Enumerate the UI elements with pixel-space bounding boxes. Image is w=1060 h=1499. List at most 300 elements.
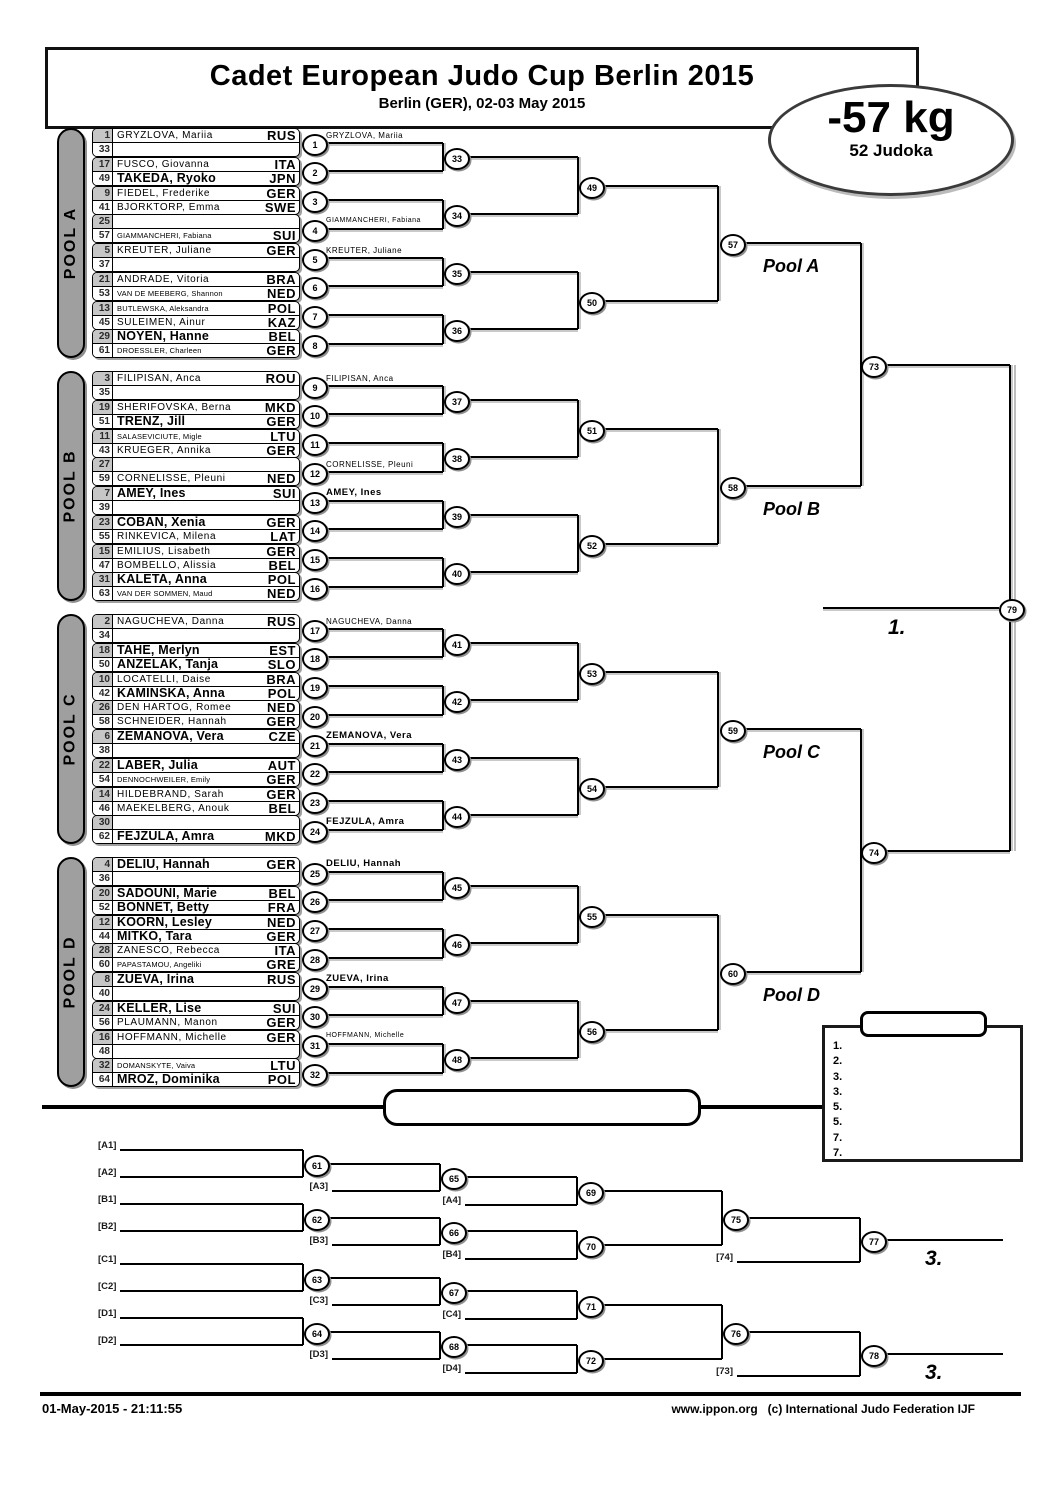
seed-number: 52 bbox=[93, 901, 113, 914]
seed-number: 58 bbox=[93, 715, 113, 728]
match-8-entry-box bbox=[92, 329, 300, 358]
results-tab bbox=[860, 1011, 987, 1037]
round3-winner-line bbox=[601, 1029, 718, 1031]
athlete-name: LABER, Julia bbox=[117, 758, 198, 772]
seed-number: 7 bbox=[93, 487, 113, 500]
round2-winner-line bbox=[466, 814, 578, 816]
match-circle-12: 12 bbox=[302, 463, 328, 485]
match-16-entry-box bbox=[92, 572, 300, 601]
match-circle-35: 35 bbox=[444, 263, 470, 285]
entry-row bbox=[93, 386, 299, 399]
round1-winner-line bbox=[324, 871, 443, 873]
seed-number: 54 bbox=[93, 773, 113, 786]
repechage-slot-label: [D3] bbox=[309, 1349, 328, 1360]
athlete-name: ZUEVA, Irina bbox=[117, 973, 195, 986]
seed-number: 60 bbox=[93, 958, 113, 971]
match-circle-65: 65 bbox=[441, 1168, 467, 1190]
repechage-line bbox=[465, 1258, 577, 1260]
entry-row bbox=[93, 615, 299, 629]
winner-name-label: GIAMMANCHERI, Fabiana bbox=[326, 216, 421, 224]
match-circle-51: 51 bbox=[579, 420, 605, 442]
entry-row bbox=[93, 1045, 299, 1058]
entry-row bbox=[93, 573, 299, 587]
seed-number: 18 bbox=[93, 644, 113, 657]
match-circle-9: 9 bbox=[302, 377, 328, 399]
athlete-name: PLAUMANN, Manon bbox=[117, 1016, 218, 1028]
repechage-slot-label: [B4] bbox=[442, 1249, 461, 1260]
match-31-entry-box bbox=[92, 1030, 300, 1059]
athlete-name: ZEMANOVA, Vera bbox=[117, 730, 224, 743]
round1-winner-line bbox=[324, 170, 443, 172]
country-code: JPN bbox=[269, 170, 296, 186]
seed-number: 42 bbox=[93, 687, 113, 700]
round2-winner-line bbox=[466, 571, 578, 573]
round2-winner-line bbox=[466, 271, 578, 273]
country-code: LTU bbox=[270, 1058, 296, 1074]
footer-divider bbox=[40, 1392, 1021, 1396]
repechage-slot-label: [A3] bbox=[309, 1181, 328, 1192]
entry-row bbox=[93, 258, 299, 271]
repechage-bye-label: [73] bbox=[716, 1366, 733, 1378]
seed-number: 26 bbox=[93, 701, 113, 714]
match-28-entry-box bbox=[92, 943, 300, 972]
seed-number: 5 bbox=[93, 244, 113, 257]
match-circle-41: 41 bbox=[444, 634, 470, 656]
match-circle-34: 34 bbox=[444, 205, 470, 227]
country-code: GER bbox=[266, 714, 296, 730]
round1-winner-line bbox=[324, 957, 443, 959]
entry-row bbox=[93, 244, 299, 258]
seed-number: 14 bbox=[93, 788, 113, 801]
match-circle-66: 66 bbox=[441, 1222, 467, 1244]
repechage-line bbox=[120, 1344, 303, 1346]
seed-number: 38 bbox=[93, 744, 113, 757]
pool-winner-line bbox=[742, 971, 861, 973]
match-circle-75: 75 bbox=[723, 1209, 749, 1231]
match-circle-77: 77 bbox=[861, 1231, 887, 1253]
match-circle-43: 43 bbox=[444, 749, 470, 771]
round2-winner-line bbox=[466, 1057, 578, 1059]
seed-number: 49 bbox=[93, 172, 113, 185]
repechage-line bbox=[601, 1244, 722, 1246]
repechage-line bbox=[327, 1217, 440, 1219]
pool-winner-label-c: Pool C bbox=[763, 742, 820, 763]
entry-row bbox=[93, 316, 299, 329]
entry-row bbox=[93, 958, 299, 971]
match-circle-69: 69 bbox=[578, 1182, 604, 1204]
match-circle-49: 49 bbox=[579, 177, 605, 199]
seed-number: 59 bbox=[93, 472, 113, 485]
match-circle-50: 50 bbox=[579, 292, 605, 314]
repechage-slot-label: [D1] bbox=[98, 1308, 117, 1319]
country-code: SWE bbox=[264, 199, 296, 215]
country-code: LTU bbox=[270, 428, 296, 444]
match-circle-61: 61 bbox=[304, 1155, 330, 1177]
result-place-row: 7. bbox=[833, 1131, 843, 1144]
athlete-name: HOFFMANN, Michelle bbox=[117, 1031, 227, 1043]
seed-number: 25 bbox=[93, 215, 113, 228]
match-21-entry-box bbox=[92, 729, 300, 758]
athlete-name: KELLER, Lise bbox=[117, 1001, 202, 1015]
entry-row bbox=[93, 501, 299, 514]
country-code: GER bbox=[266, 185, 296, 201]
pool-sidebar-label: POOL D bbox=[62, 935, 80, 1009]
winner-name-label: AMEY, Ines bbox=[326, 486, 382, 498]
repechage-line bbox=[746, 1331, 860, 1333]
seed-number: 45 bbox=[93, 316, 113, 329]
repechage-slot-label: [C1] bbox=[98, 1254, 117, 1265]
match-circle-26: 26 bbox=[302, 891, 328, 913]
round1-winner-line bbox=[324, 528, 443, 530]
match-circle-79: 79 bbox=[999, 599, 1025, 621]
round1-winner-line bbox=[324, 228, 443, 230]
entry-row bbox=[93, 559, 299, 572]
round1-winner-line bbox=[324, 343, 443, 345]
athlete-name: SHERIFOVSKA, Berna bbox=[117, 401, 232, 413]
repechage-slot-label: [B1] bbox=[98, 1194, 117, 1205]
match-7-entry-box bbox=[92, 301, 300, 330]
seed-number: 62 bbox=[93, 830, 113, 843]
seed-number: 53 bbox=[93, 287, 113, 300]
seed-number: 20 bbox=[93, 887, 113, 900]
repechage-line bbox=[120, 1290, 303, 1292]
round2-winner-line bbox=[466, 942, 578, 944]
pool-sidebar-a bbox=[57, 128, 85, 358]
match-25-entry-box bbox=[92, 857, 300, 886]
match-circle-6: 6 bbox=[302, 277, 328, 299]
match-circle-71: 71 bbox=[578, 1296, 604, 1318]
entry-row bbox=[93, 143, 299, 156]
round3-winner-line bbox=[601, 671, 718, 673]
entry-row bbox=[93, 872, 299, 885]
match-circle-5: 5 bbox=[302, 249, 328, 271]
entry-row bbox=[93, 816, 299, 830]
round2-winner-line bbox=[466, 456, 578, 458]
country-code: POL bbox=[267, 300, 296, 316]
seed-number: 3 bbox=[93, 372, 113, 385]
match-5-entry-box bbox=[92, 243, 300, 272]
match-circle-14: 14 bbox=[302, 520, 328, 542]
round3-winner-line bbox=[601, 786, 718, 788]
pair-join-line bbox=[717, 915, 719, 1030]
final-winner-line bbox=[823, 607, 999, 609]
athlete-name: KALETA, Anna bbox=[117, 573, 207, 587]
match-circle-78: 78 bbox=[861, 1345, 887, 1367]
match-circle-28: 28 bbox=[302, 949, 328, 971]
match-circle-20: 20 bbox=[302, 706, 328, 728]
repechage-line bbox=[120, 1317, 303, 1319]
seed-number: 41 bbox=[93, 201, 113, 214]
country-code: GER bbox=[266, 343, 296, 359]
bronze-winner-line bbox=[884, 1239, 1003, 1241]
country-code: GER bbox=[266, 543, 296, 559]
entry-row bbox=[93, 658, 299, 671]
match-15-entry-box bbox=[92, 544, 300, 573]
match-circle-44: 44 bbox=[444, 806, 470, 828]
match-circle-18: 18 bbox=[302, 648, 328, 670]
entry-row bbox=[93, 415, 299, 428]
athlete-name: SADOUNI, Marie bbox=[117, 886, 218, 900]
repechage-line bbox=[332, 1244, 440, 1246]
seed-number: 43 bbox=[93, 444, 113, 457]
entry-row bbox=[93, 930, 299, 943]
match-circle-39: 39 bbox=[444, 506, 470, 528]
winner-name-label: FILIPISAN, Anca bbox=[326, 373, 394, 383]
repechage-line bbox=[332, 1304, 440, 1306]
repechage-slot-label: [D2] bbox=[98, 1335, 117, 1346]
match-18-entry-box bbox=[92, 643, 300, 672]
seed-number: 9 bbox=[93, 187, 113, 200]
result-place-row: 3. bbox=[833, 1085, 843, 1098]
entry-row bbox=[93, 201, 299, 214]
pool-winner-label-b: Pool B bbox=[763, 499, 820, 520]
round1-winner-line bbox=[324, 656, 443, 658]
match-circle-37: 37 bbox=[444, 391, 470, 413]
repechage-line bbox=[465, 1372, 577, 1374]
match-circle-21: 21 bbox=[302, 735, 328, 757]
seed-number: 50 bbox=[93, 658, 113, 671]
repechage-line bbox=[120, 1230, 303, 1232]
seed-number: 31 bbox=[93, 573, 113, 586]
match-circle-64: 64 bbox=[304, 1323, 330, 1345]
entry-row bbox=[93, 802, 299, 815]
winner-name-label: KREUTER, Juliane bbox=[326, 245, 403, 255]
weight-category-badge bbox=[768, 84, 1014, 196]
match-29-entry-box bbox=[92, 972, 300, 1001]
results-list bbox=[833, 1039, 842, 1161]
athlete-name: COBAN, Xenia bbox=[117, 515, 206, 529]
entry-row bbox=[93, 916, 299, 930]
repechage-slot-label: [C3] bbox=[309, 1295, 328, 1306]
country-code: KAZ bbox=[267, 314, 296, 330]
match-circle-60: 60 bbox=[720, 963, 746, 985]
pool-sidebar-b bbox=[57, 371, 85, 601]
bronze-winner-line bbox=[884, 1353, 1003, 1355]
entry-row bbox=[93, 858, 299, 872]
entry-row bbox=[93, 788, 299, 802]
round1-winner-line bbox=[324, 743, 443, 745]
round2-winner-line bbox=[466, 399, 578, 401]
round1-winner-line bbox=[324, 685, 443, 687]
seed-number: 8 bbox=[93, 973, 113, 986]
match-circle-70: 70 bbox=[578, 1236, 604, 1258]
seed-number: 35 bbox=[93, 386, 113, 399]
athlete-name: NOYEN, Hanne bbox=[117, 330, 209, 344]
repechage-line bbox=[465, 1318, 577, 1320]
repechage-line bbox=[120, 1203, 303, 1205]
third-place-label: 3. bbox=[925, 1247, 943, 1271]
round1-winner-line bbox=[324, 471, 443, 473]
round1-winner-line bbox=[324, 257, 443, 259]
round1-winner-line bbox=[324, 714, 443, 716]
seed-number: 13 bbox=[93, 302, 113, 315]
match-circle-33: 33 bbox=[444, 148, 470, 170]
seed-number: 55 bbox=[93, 530, 113, 543]
pool-winner-line bbox=[742, 485, 861, 487]
repechage-line bbox=[327, 1163, 440, 1165]
athlete-name: AMEY, Ines bbox=[117, 487, 186, 500]
athlete-name: DROESSLER, Charleen bbox=[117, 346, 202, 356]
match-circle-67: 67 bbox=[441, 1282, 467, 1304]
round1-winner-line bbox=[324, 442, 443, 444]
repechage-line bbox=[332, 1358, 440, 1360]
match-circle-2: 2 bbox=[302, 162, 328, 184]
weight-label: -57 kg bbox=[827, 93, 955, 142]
entry-row bbox=[93, 229, 299, 242]
athlete-name: ANDRADE, Vitoria bbox=[117, 273, 210, 285]
round2-winner-line bbox=[466, 328, 578, 330]
country-code: GER bbox=[266, 243, 296, 258]
country-code: GER bbox=[266, 442, 296, 458]
seed-number: 56 bbox=[93, 1016, 113, 1029]
match-circle-27: 27 bbox=[302, 920, 328, 942]
match-circle-11: 11 bbox=[302, 434, 328, 456]
entry-row bbox=[93, 1073, 299, 1086]
seed-number: 32 bbox=[93, 1059, 113, 1072]
round1-winner-line bbox=[324, 557, 443, 559]
seed-number: 36 bbox=[93, 872, 113, 885]
match-circle-47: 47 bbox=[444, 992, 470, 1014]
repechage-line bbox=[120, 1176, 303, 1178]
empty-note-box bbox=[383, 1089, 701, 1126]
match-circle-74: 74 bbox=[861, 842, 887, 864]
athlete-name: MROZ, Dominika bbox=[117, 1073, 220, 1087]
round1-winner-line bbox=[324, 385, 443, 387]
country-code: AUT bbox=[267, 757, 296, 773]
country-code: NED bbox=[267, 471, 296, 487]
match-6-entry-box bbox=[92, 272, 300, 301]
entry-row bbox=[93, 302, 299, 316]
judoka-count: 52 Judoka bbox=[849, 141, 933, 160]
repechage-line bbox=[327, 1277, 440, 1279]
athlete-name: BONNET, Betty bbox=[117, 900, 210, 914]
country-code: GER bbox=[266, 1029, 296, 1045]
match-circle-4: 4 bbox=[302, 220, 328, 242]
athlete-name: RINKEVICA, Milena bbox=[117, 530, 217, 542]
semifinal-winner-line bbox=[883, 364, 1010, 366]
seed-number: 15 bbox=[93, 545, 113, 558]
match-20-entry-box bbox=[92, 700, 300, 729]
first-place-label: 1. bbox=[888, 615, 906, 639]
country-code: RUS bbox=[267, 128, 296, 143]
winner-name-label: HOFFMANN, Michelle bbox=[326, 1032, 405, 1039]
match-11-entry-box bbox=[92, 429, 300, 458]
seed-number: 21 bbox=[93, 273, 113, 286]
repechage-line bbox=[464, 1176, 577, 1178]
seed-number: 4 bbox=[93, 858, 113, 871]
match-12-entry-box bbox=[92, 457, 300, 486]
winner-name-label: GRYZLOVA, Mariia bbox=[326, 130, 404, 140]
print-timestamp: 01-May-2015 - 21:11:55 bbox=[42, 1401, 183, 1416]
country-code: NED bbox=[267, 914, 296, 930]
match-circle-19: 19 bbox=[302, 677, 328, 699]
athlete-name: KREUTER, Juliane bbox=[117, 245, 212, 256]
seed-number: 27 bbox=[93, 458, 113, 471]
match-10-entry-box bbox=[92, 400, 300, 429]
seed-number: 12 bbox=[93, 916, 113, 929]
repechage-slot-label: [B3] bbox=[309, 1235, 328, 1246]
seed-number: 39 bbox=[93, 501, 113, 514]
seed-number: 16 bbox=[93, 1031, 113, 1044]
match-circle-73: 73 bbox=[861, 356, 887, 378]
country-code: POL bbox=[267, 685, 296, 701]
country-code: MKD bbox=[264, 399, 296, 415]
entry-row bbox=[93, 644, 299, 658]
repechage-line bbox=[737, 1261, 860, 1263]
round2-winner-line bbox=[466, 885, 578, 887]
entry-row bbox=[93, 129, 299, 143]
pool-winner-label-a: Pool A bbox=[763, 256, 820, 277]
entry-row bbox=[93, 1031, 299, 1045]
match-circle-62: 62 bbox=[304, 1209, 330, 1231]
entry-row bbox=[93, 545, 299, 559]
entry-row bbox=[93, 158, 299, 172]
athlete-name: BUTLEWSKA, Aleksandra bbox=[117, 303, 209, 313]
athlete-name: KRUEGER, Annika bbox=[117, 444, 212, 456]
pool-winner-line bbox=[742, 728, 861, 730]
country-code: ITA bbox=[274, 156, 296, 172]
athlete-name: TAKEDA, Ryoko bbox=[117, 171, 216, 185]
athlete-name: BJORKTORP, Emma bbox=[117, 201, 221, 213]
athlete-name: LOCATELLI, Daise bbox=[117, 673, 211, 685]
round2-winner-line bbox=[466, 156, 578, 158]
entry-row bbox=[93, 587, 299, 600]
repechage-line bbox=[465, 1204, 577, 1206]
athlete-name: ANZELAK, Tanja bbox=[117, 657, 219, 671]
athlete-name: VAN DER SOMMEN, Maud bbox=[117, 589, 213, 599]
seed-number: 33 bbox=[93, 143, 113, 156]
seed-number: 19 bbox=[93, 401, 113, 414]
match-circle-30: 30 bbox=[302, 1006, 328, 1028]
match-14-entry-box bbox=[92, 515, 300, 544]
entry-row bbox=[93, 472, 299, 485]
entry-row bbox=[93, 944, 299, 958]
match-circle-16: 16 bbox=[302, 578, 328, 600]
match-circle-63: 63 bbox=[304, 1269, 330, 1291]
match-circle-54: 54 bbox=[579, 778, 605, 800]
round2-winner-line bbox=[466, 213, 578, 215]
athlete-name: KOORN, Lesley bbox=[117, 915, 212, 929]
entry-row bbox=[93, 701, 299, 715]
athlete-name: CORNELISSE, Pleuni bbox=[117, 473, 226, 485]
match-circle-36: 36 bbox=[444, 320, 470, 342]
athlete-name: TRENZ, Jill bbox=[117, 414, 186, 428]
entry-row bbox=[93, 773, 299, 786]
seed-number: 30 bbox=[93, 816, 113, 829]
seed-number: 23 bbox=[93, 516, 113, 529]
entry-row bbox=[93, 372, 299, 386]
country-code: ITA bbox=[274, 943, 296, 959]
seed-number: 48 bbox=[93, 1045, 113, 1058]
country-code: BRA bbox=[266, 671, 296, 687]
athlete-name: DEN HARTOG, Romee bbox=[117, 702, 232, 714]
round1-winner-line bbox=[324, 1014, 443, 1016]
entry-row bbox=[93, 987, 299, 1000]
country-code: NED bbox=[267, 285, 296, 301]
athlete-name: ZANESCO, Rebecca bbox=[117, 945, 220, 957]
athlete-name: EMILIUS, Lisabeth bbox=[117, 545, 211, 557]
match-circle-72: 72 bbox=[578, 1350, 604, 1372]
repechage-slot-label: [A4] bbox=[442, 1195, 461, 1206]
round3-winner-line bbox=[601, 543, 718, 545]
country-code: RUS bbox=[267, 614, 296, 629]
match-circle-23: 23 bbox=[302, 792, 328, 814]
semifinal-winner-line bbox=[883, 850, 1010, 852]
seed-number: 10 bbox=[93, 673, 113, 686]
pool-winner-line bbox=[742, 242, 861, 244]
country-code: NED bbox=[267, 586, 296, 602]
match-27-entry-box bbox=[92, 915, 300, 944]
